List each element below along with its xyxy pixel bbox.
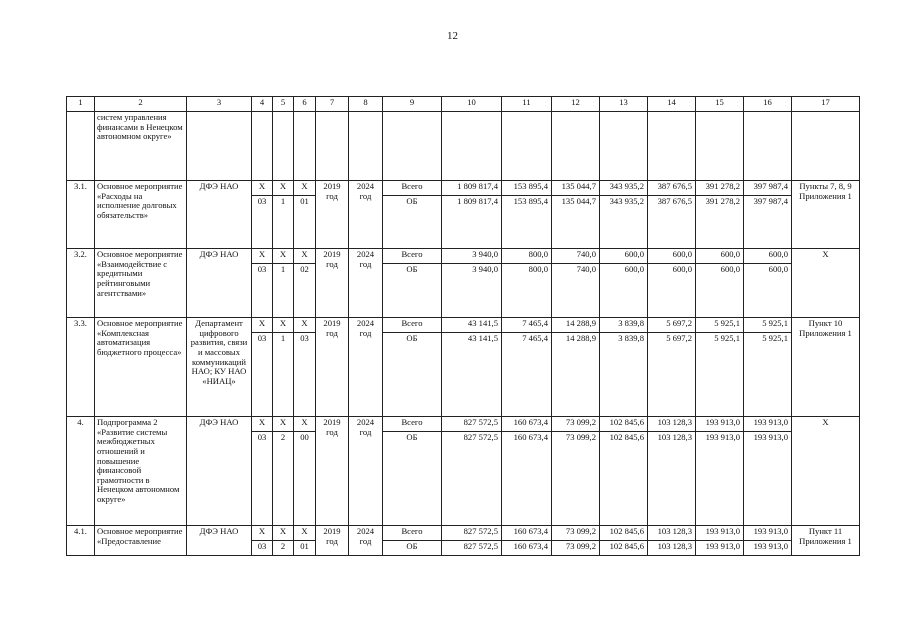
- table-row: [67, 318, 860, 333]
- amount-cell: 397 987,4: [744, 196, 792, 249]
- code-cell: 1: [273, 196, 294, 249]
- header-cell: 11: [502, 97, 552, 112]
- code-cell: 03: [294, 333, 316, 417]
- code-cell: 02: [294, 264, 316, 318]
- activity-name-cell: Основное мероприятие «Предоставление: [95, 526, 187, 556]
- funding-label-cell: Всего: [383, 526, 442, 541]
- table-row: [67, 181, 860, 196]
- funding-label-cell: ОБ: [383, 196, 442, 249]
- amount-cell: 600,0: [696, 249, 744, 264]
- amount-cell: 193 913,0: [744, 432, 792, 526]
- amount-cell: 5 925,1: [696, 318, 744, 333]
- reference-cell: Х: [792, 417, 860, 526]
- header-cell: 3: [187, 97, 252, 112]
- reference-cell: Пункт 11 Приложения 1: [792, 526, 860, 556]
- end-year-cell: 2024 год: [349, 181, 383, 249]
- funding-label-cell: Всего: [383, 318, 442, 333]
- header-cell: 4: [252, 97, 273, 112]
- activity-name-cell: Основное мероприятие «Взаимодействие с кредитными рейтинговыми агентствами»: [95, 249, 187, 318]
- amount-cell: 102 845,6: [600, 526, 648, 541]
- amount-cell: 7 465,4: [502, 318, 552, 333]
- row-number-cell: 4.1.: [67, 526, 95, 556]
- amount-cell: 600,0: [648, 264, 696, 318]
- amount-cell: 135 044,7: [552, 196, 600, 249]
- header-cell: 8: [349, 97, 383, 112]
- header-row: [67, 97, 860, 112]
- header-cell: 17: [792, 97, 860, 112]
- amount-cell: 103 128,3: [648, 541, 696, 556]
- row-number-cell: 3.2.: [67, 249, 95, 318]
- header-cell: 5: [273, 97, 294, 112]
- amount-cell: 193 913,0: [696, 432, 744, 526]
- start-year-cell: 2019 год: [316, 526, 349, 556]
- page-number: 12: [447, 30, 458, 42]
- row-number-cell: 4.: [67, 417, 95, 526]
- amount-cell: 800,0: [502, 264, 552, 318]
- table-row: [67, 526, 860, 541]
- activity-name-cell: Основное мероприятие «Комплексная автоматизация бюджетного процесса»: [95, 318, 187, 417]
- amount-cell: 600,0: [744, 249, 792, 264]
- header-cell: 12: [552, 97, 600, 112]
- amount-cell: 3 839,8: [600, 333, 648, 417]
- start-year-cell: 2019 год: [316, 249, 349, 318]
- code-cell: Х: [294, 318, 316, 333]
- code-cell: 03: [252, 541, 273, 556]
- amount-cell: 103 128,3: [648, 417, 696, 432]
- code-cell: Х: [252, 318, 273, 333]
- amount-cell: 600,0: [648, 249, 696, 264]
- amount-cell: 387 676,5: [648, 196, 696, 249]
- start-year-cell: 2019 год: [316, 318, 349, 417]
- header-cell: 13: [600, 97, 648, 112]
- amount-cell: 193 913,0: [696, 417, 744, 432]
- header-cell: 14: [648, 97, 696, 112]
- amount-cell: 827 572,5: [442, 432, 502, 526]
- amount-cell: 397 987,4: [744, 181, 792, 196]
- amount-cell: 102 845,6: [600, 432, 648, 526]
- header-cell: 1: [67, 97, 95, 112]
- amount-cell: 135 044,7: [552, 181, 600, 196]
- code-cell: Х: [273, 417, 294, 432]
- amount-cell: 14 288,9: [552, 318, 600, 333]
- table-row: [67, 417, 860, 432]
- end-year-cell: 2024 год: [349, 249, 383, 318]
- code-cell: Х: [252, 526, 273, 541]
- funding-label-cell: ОБ: [383, 264, 442, 318]
- amount-cell: 600,0: [600, 264, 648, 318]
- code-cell: 03: [252, 333, 273, 417]
- code-cell: 1: [273, 333, 294, 417]
- amount-cell: 43 141,5: [442, 333, 502, 417]
- amount-cell: 343 935,2: [600, 196, 648, 249]
- amount-cell: 160 673,4: [502, 417, 552, 432]
- code-cell: Х: [252, 417, 273, 432]
- code-cell: 1: [273, 264, 294, 318]
- amount-cell: 103 128,3: [648, 432, 696, 526]
- header-cell: 7: [316, 97, 349, 112]
- activity-name-cell: Основное мероприятие «Расходы на исполнение долговых обязательств»: [95, 181, 187, 249]
- amount-cell: 73 099,2: [552, 432, 600, 526]
- amount-cell: 153 895,4: [502, 181, 552, 196]
- code-cell: Х: [294, 526, 316, 541]
- code-cell: 01: [294, 196, 316, 249]
- funding-label-cell: ОБ: [383, 541, 442, 556]
- activity-name-cell: систем управления финансами в Ненецком автономном округе»: [95, 112, 187, 181]
- amount-cell: 73 099,2: [552, 417, 600, 432]
- code-cell: Х: [252, 249, 273, 264]
- amount-cell: 160 673,4: [502, 526, 552, 541]
- header-cell: 6: [294, 97, 316, 112]
- amount-cell: 391 278,2: [696, 181, 744, 196]
- table-row: [67, 112, 860, 181]
- amount-cell: 43 141,5: [442, 318, 502, 333]
- amount-cell: 740,0: [552, 249, 600, 264]
- amount-cell: 7 465,4: [502, 333, 552, 417]
- amount-cell: 5 925,1: [744, 318, 792, 333]
- start-year-cell: 2019 год: [316, 417, 349, 526]
- amount-cell: 73 099,2: [552, 526, 600, 541]
- amount-cell: 740,0: [552, 264, 600, 318]
- code-cell: 03: [252, 264, 273, 318]
- amount-cell: 3 839,8: [600, 318, 648, 333]
- amount-cell: 1 809 817,4: [442, 181, 502, 196]
- amount-cell: 343 935,2: [600, 181, 648, 196]
- reference-cell: Пункт 10 Приложения 1: [792, 318, 860, 417]
- end-year-cell: 2024 год: [349, 318, 383, 417]
- code-cell: Х: [273, 181, 294, 196]
- amount-cell: 5 697,2: [648, 318, 696, 333]
- executor-cell: ДФЭ НАО: [187, 181, 252, 249]
- code-cell: Х: [252, 181, 273, 196]
- amount-cell: 160 673,4: [502, 432, 552, 526]
- amount-cell: 387 676,5: [648, 181, 696, 196]
- funding-label-cell: ОБ: [383, 432, 442, 526]
- end-year-cell: 2024 год: [349, 417, 383, 526]
- amount-cell: 14 288,9: [552, 333, 600, 417]
- code-cell: Х: [273, 249, 294, 264]
- amount-cell: 3 940,0: [442, 264, 502, 318]
- amount-cell: 800,0: [502, 249, 552, 264]
- code-cell: Х: [294, 249, 316, 264]
- end-year-cell: 2024 год: [349, 526, 383, 556]
- header-cell: 16: [744, 97, 792, 112]
- amount-cell: 193 913,0: [744, 526, 792, 541]
- header-cell: 9: [383, 97, 442, 112]
- amount-cell: 600,0: [696, 264, 744, 318]
- funding-label-cell: ОБ: [383, 333, 442, 417]
- amount-cell: 103 128,3: [648, 526, 696, 541]
- reference-cell: Пункты 7, 8, 9 Приложения 1: [792, 181, 860, 249]
- amount-cell: 600,0: [744, 264, 792, 318]
- amount-cell: 160 673,4: [502, 541, 552, 556]
- code-cell: 2: [273, 541, 294, 556]
- amount-cell: 827 572,5: [442, 541, 502, 556]
- amount-cell: 5 925,1: [744, 333, 792, 417]
- amount-cell: 5 697,2: [648, 333, 696, 417]
- code-cell: 2: [273, 432, 294, 526]
- table-row: [67, 249, 860, 264]
- activity-name-cell: Подпрограмма 2 «Развитие системы межбюджетных отношений и повышение финансовой грамотности в Ненецком автономном округе»: [95, 417, 187, 526]
- amount-cell: 3 940,0: [442, 249, 502, 264]
- amount-cell: 193 913,0: [696, 526, 744, 541]
- code-cell: 03: [252, 432, 273, 526]
- amount-cell: 153 895,4: [502, 196, 552, 249]
- code-cell: Х: [294, 417, 316, 432]
- funding-label-cell: Всего: [383, 417, 442, 432]
- funding-label-cell: Всего: [383, 249, 442, 264]
- amount-cell: 600,0: [600, 249, 648, 264]
- executor-cell: Департамент цифрового развития, связи и массовых коммуникаций НАО; КУ НАО «НИАЦ»: [187, 318, 252, 417]
- code-cell: 03: [252, 196, 273, 249]
- code-cell: Х: [294, 181, 316, 196]
- header-cell: 10: [442, 97, 502, 112]
- amount-cell: 193 913,0: [696, 541, 744, 556]
- amount-cell: 73 099,2: [552, 541, 600, 556]
- amount-cell: 827 572,5: [442, 526, 502, 541]
- executor-cell: ДФЭ НАО: [187, 249, 252, 318]
- program-table: [66, 96, 860, 556]
- header-cell: 15: [696, 97, 744, 112]
- amount-cell: 102 845,6: [600, 541, 648, 556]
- funding-label-cell: Всего: [383, 181, 442, 196]
- amount-cell: 102 845,6: [600, 417, 648, 432]
- code-cell: 00: [294, 432, 316, 526]
- executor-cell: ДФЭ НАО: [187, 526, 252, 556]
- amount-cell: 5 925,1: [696, 333, 744, 417]
- row-number-cell: 3.3.: [67, 318, 95, 417]
- reference-cell: Х: [792, 249, 860, 318]
- start-year-cell: 2019 год: [316, 181, 349, 249]
- executor-cell: ДФЭ НАО: [187, 417, 252, 526]
- amount-cell: 193 913,0: [744, 541, 792, 556]
- code-cell: 01: [294, 541, 316, 556]
- code-cell: Х: [273, 526, 294, 541]
- amount-cell: 1 809 817,4: [442, 196, 502, 249]
- amount-cell: 827 572,5: [442, 417, 502, 432]
- code-cell: Х: [273, 318, 294, 333]
- row-number-cell: 3.1.: [67, 181, 95, 249]
- header-cell: 2: [95, 97, 187, 112]
- amount-cell: 391 278,2: [696, 196, 744, 249]
- amount-cell: 193 913,0: [744, 417, 792, 432]
